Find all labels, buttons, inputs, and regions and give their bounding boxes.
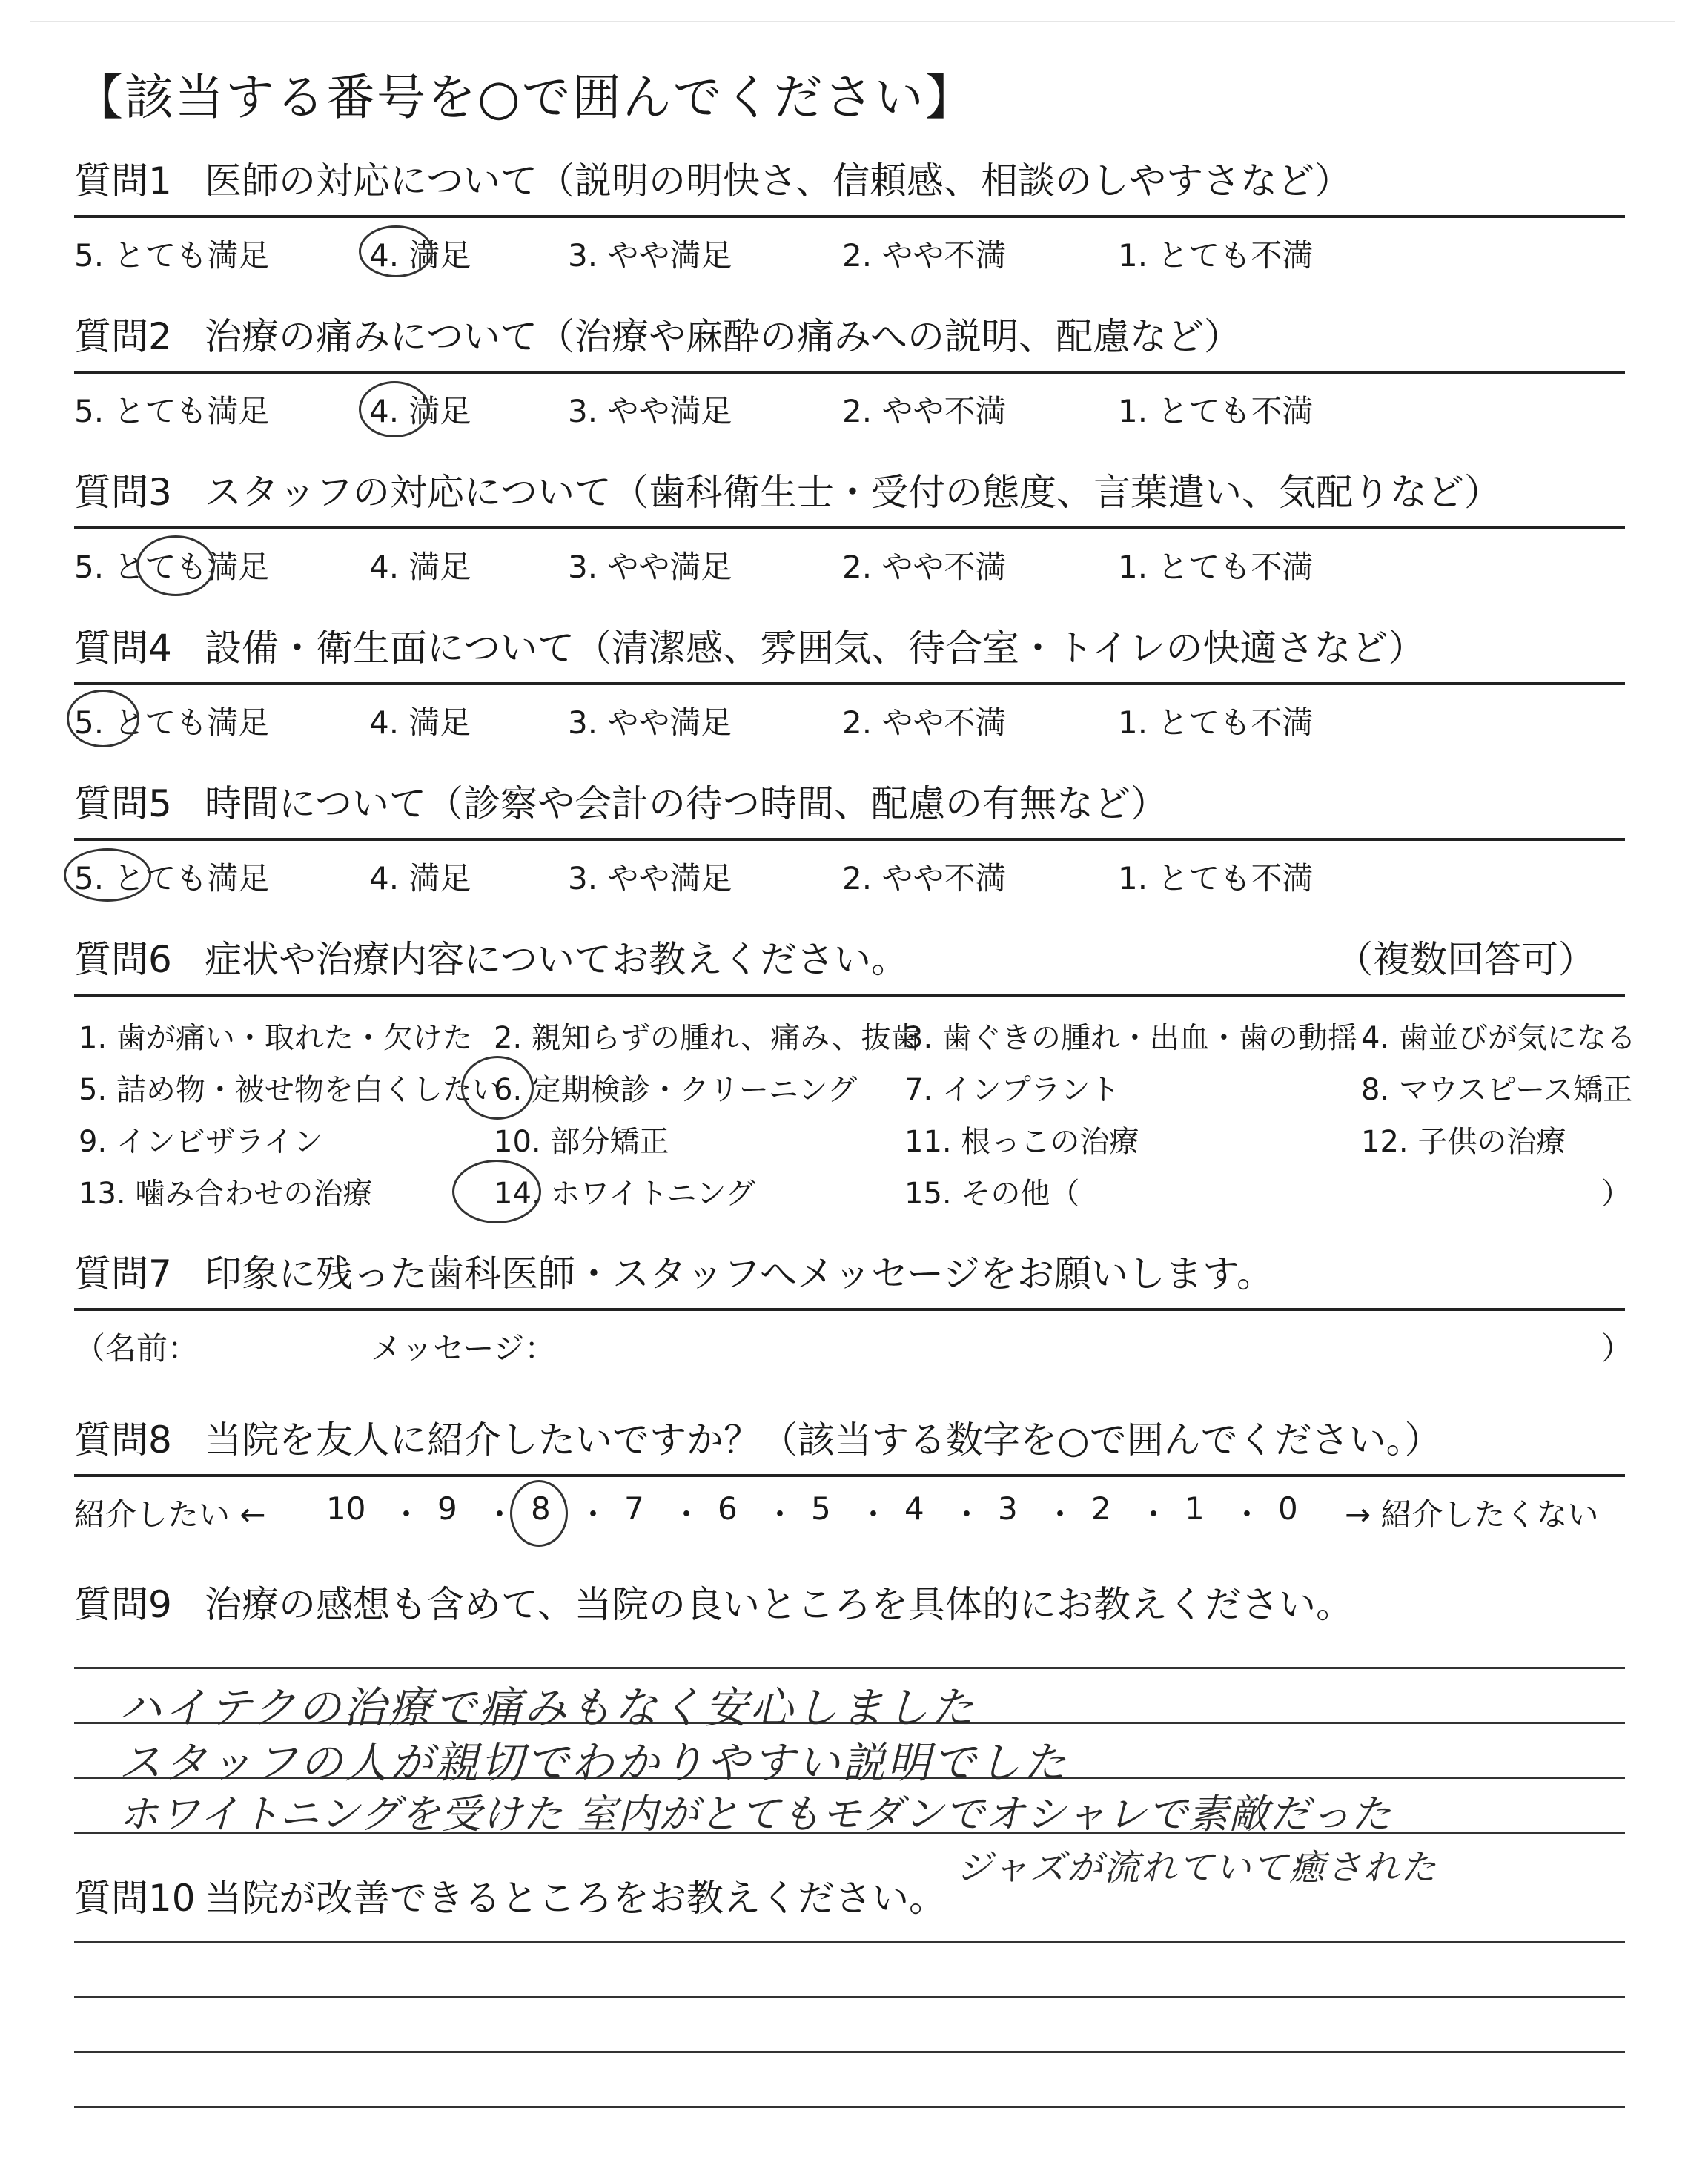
question-number: 質問5 [74,782,172,825]
option-5[interactable]: 5. とても満足 [74,237,270,274]
scale-dot: ・ [484,1496,516,1533]
option-4[interactable]: 4. 満足 [369,860,471,896]
scale-9[interactable]: 9 [437,1490,457,1527]
option-4[interactable]: 4. 満足 [369,549,471,585]
scale-3[interactable]: 3 [998,1490,1018,1527]
question-number: 質問9 [74,1583,172,1626]
question-1-header [74,141,1625,218]
symptom-option-3[interactable]: 3. 歯ぐきの腫れ・出血・歯の動揺 [904,1021,1357,1055]
option-1[interactable]: 1. とても不満 [1118,549,1314,585]
question-text: 印象に残った歯科医師・スタッフへメッセージをお願いします。 [205,1252,1274,1295]
symptom-option-8[interactable]: 8. マウスピース矯正 [1361,1073,1633,1107]
symptom-option-12[interactable]: 12. 子供の治療 [1361,1125,1566,1159]
scale-5[interactable]: 5 [811,1490,831,1527]
scale-dot: ・ [671,1496,703,1533]
question-8-header [74,1400,1625,1477]
answer-line [74,2051,1625,2053]
handwritten-answer-line-2: スタッフの人が親切でわかりやすい説明でした [119,1737,1069,1788]
question-5 [74,764,1625,908]
handwritten-answer-line-1: ハイテクの治療で痛みもなく安心しました [119,1682,976,1733]
selection-circle [359,225,433,277]
question-5-header [74,764,1625,841]
question-4-header [74,608,1625,685]
selection-circle [510,1480,568,1547]
scale-10[interactable]: 10 [326,1490,366,1527]
question-8 [74,1400,1625,1544]
option-2[interactable]: 2. やや不満 [842,860,1007,896]
option-3[interactable]: 3. やや満足 [568,237,732,274]
question-2-header [74,297,1625,374]
message-fields [74,1311,1633,1378]
option-3[interactable]: 3. やや満足 [568,704,732,741]
symptom-option-2[interactable]: 2. 親知らずの腫れ、痛み、抜歯 [494,1021,921,1055]
question-3-header [74,452,1625,529]
handwritten-answer-line-3: ホワイトニングを受けた 室内がとてもモダンでオシャレで素敵だった [119,1791,1392,1837]
question-number: 質問2 [74,315,172,358]
not-recommend-label: → 紹介したくない [1345,1496,1599,1533]
option-1[interactable]: 1. とても不満 [1118,237,1314,274]
symptom-option-7[interactable]: 7. インプラント [904,1073,1120,1107]
question-4 [74,608,1625,752]
rating-options [74,374,1625,440]
option-2[interactable]: 2. やや不満 [842,393,1007,429]
scale-dot: ・ [951,1496,983,1533]
scale-6[interactable]: 6 [718,1490,738,1527]
handwritten-answer-line-4: ジャズが流れていて癒された [956,1847,1438,1889]
symptom-option-9[interactable]: 9. インビザライン [79,1125,323,1159]
answer-line [74,2106,1625,2108]
option-1[interactable]: 1. とても不満 [1118,393,1314,429]
question-3 [74,452,1625,596]
option-4[interactable]: 4. 満足 [369,704,471,741]
question-text: 当院を友人に紹介したいですか？（該当する数字を○で囲んでください。） [205,1418,1442,1462]
symptom-option-1[interactable]: 1. 歯が痛い・取れた・欠けた [79,1021,472,1055]
scale-8[interactable]: 8 [531,1490,551,1527]
symptom-option-4[interactable]: 4. 歯並びが気になる [1361,1021,1636,1055]
symptom-option-11[interactable]: 11. 根っこの治療 [904,1125,1139,1159]
message-label: メッセージ： [371,1330,556,1367]
scale-dot: ・ [1045,1496,1076,1533]
selection-circle [359,381,430,437]
question-text: スタッフの対応について（歯科衛生士・受付の態度、言葉遣い、気配りなど） [205,471,1501,514]
question-text: 治療の感想も含めて、当院の良いところを具体的にお教えください。 [205,1583,1353,1626]
symptom-option-5[interactable]: 5. 詰め物・被せ物を白くしたい [79,1073,502,1107]
scale-7[interactable]: 7 [624,1490,644,1527]
selection-circle [67,690,139,747]
question-number: 質問7 [74,1252,172,1295]
scale-dot: ・ [391,1496,423,1533]
question-number: 質問3 [74,471,172,514]
scale-dot: ・ [1138,1496,1170,1533]
symptom-option-13[interactable]: 13. 噛み合わせの治療 [79,1177,373,1211]
option-5[interactable]: 5. とても満足 [74,393,270,429]
option-5[interactable]: 5. とても満足 [74,704,270,741]
answer-line [74,1667,1625,1669]
question-text: 時間について（診察や会計の待つ時間、配慮の有無など） [205,782,1168,825]
scale-dot: ・ [858,1496,890,1533]
question-9-header [74,1565,1625,1639]
multiple-answer-note: （複数回答可） [1336,938,1595,981]
top-border [30,21,1675,22]
option-3[interactable]: 3. やや満足 [568,393,732,429]
question-7-header [74,1234,1625,1311]
option-5[interactable]: 5. とても満足 [74,549,270,585]
rating-options [74,529,1625,596]
answer-line [74,1941,1625,1943]
option-2[interactable]: 2. やや不満 [842,704,1007,741]
name-label: （名前： [74,1330,199,1367]
question-number: 質問10 [74,1877,196,1920]
scale-1[interactable]: 1 [1185,1490,1205,1527]
rating-options [74,218,1625,285]
option-2[interactable]: 2. やや不満 [842,549,1007,585]
other-close-paren: ） [1601,1177,1631,1211]
option-3[interactable]: 3. やや満足 [568,549,732,585]
question-text: 当院が改善できるところをお教えください。 [205,1877,946,1920]
question-6 [74,919,1636,1212]
question-2 [74,297,1625,440]
option-4[interactable]: 4. 満足 [369,237,471,274]
question-text: 設備・衛生面について（清潔感、雰囲気、待合室・トイレの快適さなど） [205,627,1426,670]
recommend-label: 紹介したい ← [74,1496,266,1533]
scale-dot: ・ [1231,1496,1263,1533]
question-number: 質問4 [74,627,172,670]
scale-0[interactable]: 0 [1278,1490,1298,1527]
option-2[interactable]: 2. やや不満 [842,237,1007,274]
selection-circle [461,1056,534,1120]
selection-circle [452,1160,541,1223]
scale-dot: ・ [764,1496,796,1533]
question-6-header [74,919,1625,997]
symptom-option-14[interactable]: 14. ホワイトニング [494,1177,755,1211]
question-text: 治療の痛みについて（治療や麻酔の痛みへの説明、配慮など） [205,315,1241,358]
scale-dot: ・ [577,1496,609,1533]
message-close-paren: ） [1601,1330,1633,1367]
option-3[interactable]: 3. やや満足 [568,860,732,896]
answer-line [74,1996,1625,1998]
symptom-option-6[interactable]: 6. 定期検診・クリーニング [494,1073,858,1107]
question-text: 症状や治療内容についてお教えください。 [205,938,908,981]
option-4[interactable]: 4. 満足 [369,393,471,429]
rating-options [74,841,1625,908]
selection-circle [136,535,215,596]
symptom-option-15[interactable]: 15. その他（ [904,1177,1080,1211]
symptom-option-10[interactable]: 10. 部分矯正 [494,1125,669,1159]
scale-2[interactable]: 2 [1091,1490,1111,1527]
symptom-options [74,997,1636,1212]
question-number: 質問8 [74,1418,172,1462]
question-text: 医師の対応について（説明の明快さ、信頼感、相談のしやすさなど） [205,159,1351,202]
question-9 [74,1565,1625,1639]
recommend-scale [74,1477,1625,1544]
question-7 [74,1234,1633,1378]
option-1[interactable]: 1. とても不満 [1118,704,1314,741]
question-10-header [74,1858,1625,1932]
scale-4[interactable]: 4 [904,1490,924,1527]
page-title: 【該当する番号を○で囲んでください】 [74,69,976,126]
question-1 [74,141,1625,285]
option-5[interactable]: 5. とても満足 [74,860,270,896]
option-1[interactable]: 1. とても不満 [1118,860,1314,896]
question-number: 質問1 [74,159,172,202]
selection-circle [64,848,151,902]
question-10 [74,1858,1625,1932]
rating-options [74,685,1625,752]
question-number: 質問6 [74,938,172,981]
